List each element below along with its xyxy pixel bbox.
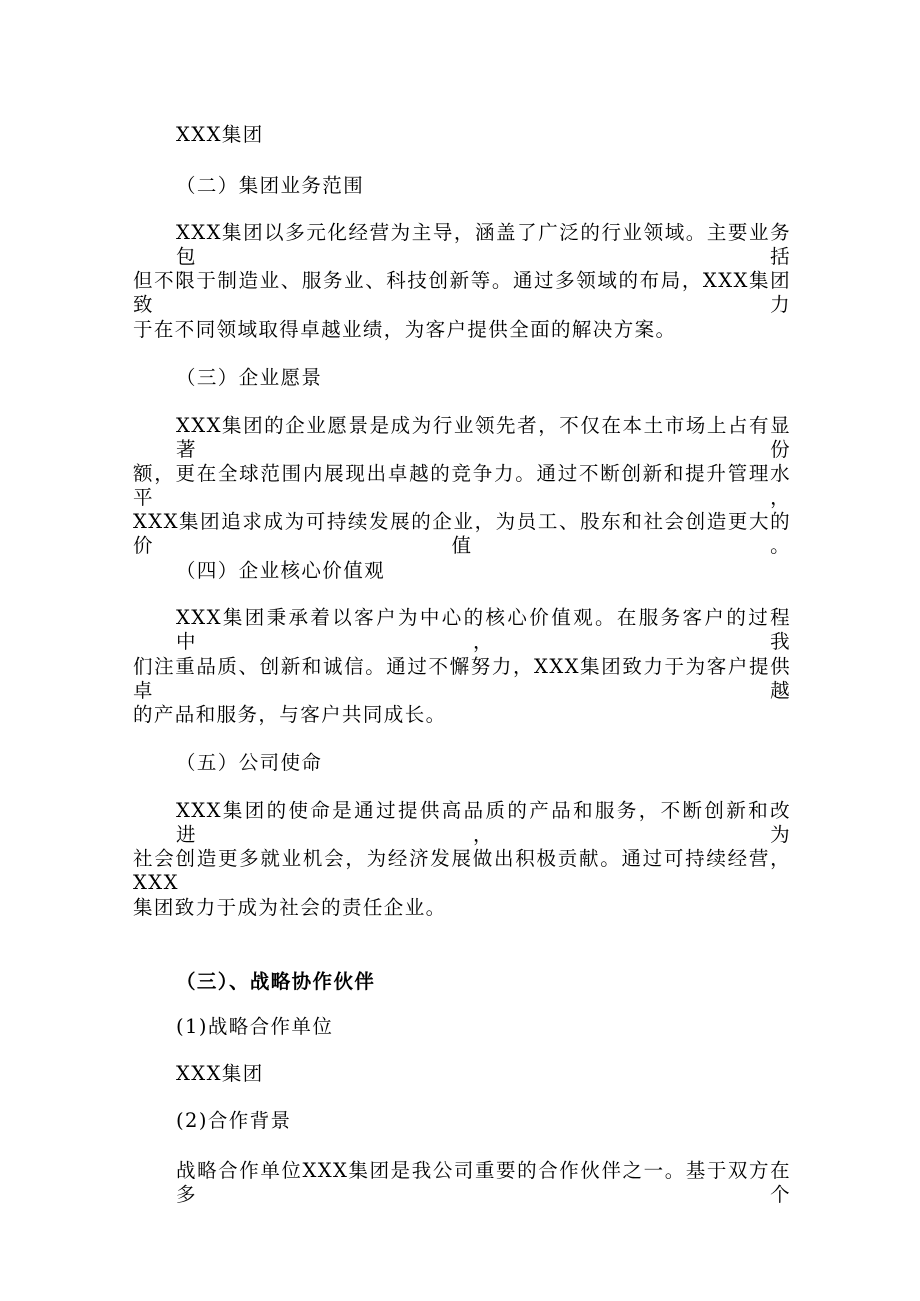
paragraph-line: 于在不同领域取得卓越业绩，为客户提供全面的解决方案。 — [133, 318, 677, 341]
section-heading-mission: （五）公司使命 — [176, 751, 323, 774]
list-item-partner-unit: (1)战略合作单位 — [176, 1015, 334, 1038]
paragraph-line: XXX集团秉承着以客户为中心的核心价值观。在服务客户的过程中，我 — [176, 606, 791, 653]
paragraph-line: 社会创造更多就业机会，为经济发展做出积极贡献。通过可持续经营，XXX — [133, 847, 791, 894]
section-heading-business-scope: （二）集团业务范围 — [176, 174, 365, 197]
list-item-cooperation-background: (2)合作背景 — [176, 1109, 292, 1132]
paragraph-line: 集团致力于成为社会的责任企业。 — [133, 896, 447, 919]
company-name: XXX集团 — [176, 123, 264, 146]
paragraph-line: XXX集团的使命是通过提供高品质的产品和服务，不断创新和改进，为 — [176, 799, 791, 846]
paragraph-line: 们注重品质、创新和诚信。通过不懈努力，XXX集团致力于为客户提供卓越 — [133, 655, 791, 702]
paragraph-line: XXX集团的企业愿景是成为行业领先者，不仅在本土市场上占有显著份 — [176, 414, 791, 461]
section-heading-vision: （三）企业愿景 — [176, 366, 323, 389]
paragraph-line: 的产品和服务，与客户共同成长。 — [133, 703, 447, 726]
paragraph-line: 但不限于制造业、服务业、科技创新等。通过多领域的布局，XXX集团致力 — [133, 269, 791, 316]
paragraph-line: XXX集团追求成为可持续发展的企业，为员工、股东和社会创造更大的价值。 — [133, 510, 791, 557]
paragraph-line: XXX集团以多元化经营为主导，涵盖了广泛的行业领域。主要业务包括 — [176, 221, 791, 268]
partner-company-name: XXX集团 — [176, 1062, 264, 1085]
paragraph-line: 战略合作单位XXX集团是我公司重要的合作伙伴之一。基于双方在多个 — [176, 1159, 791, 1206]
section-heading-strategic-partners: （三）、战略协作伙伴 — [176, 970, 376, 993]
section-heading-core-values: （四）企业核心价值观 — [176, 559, 386, 582]
paragraph-line: 额，更在全球范围内展现出卓越的竞争力。通过不断创新和提升管理水平， — [133, 462, 791, 509]
